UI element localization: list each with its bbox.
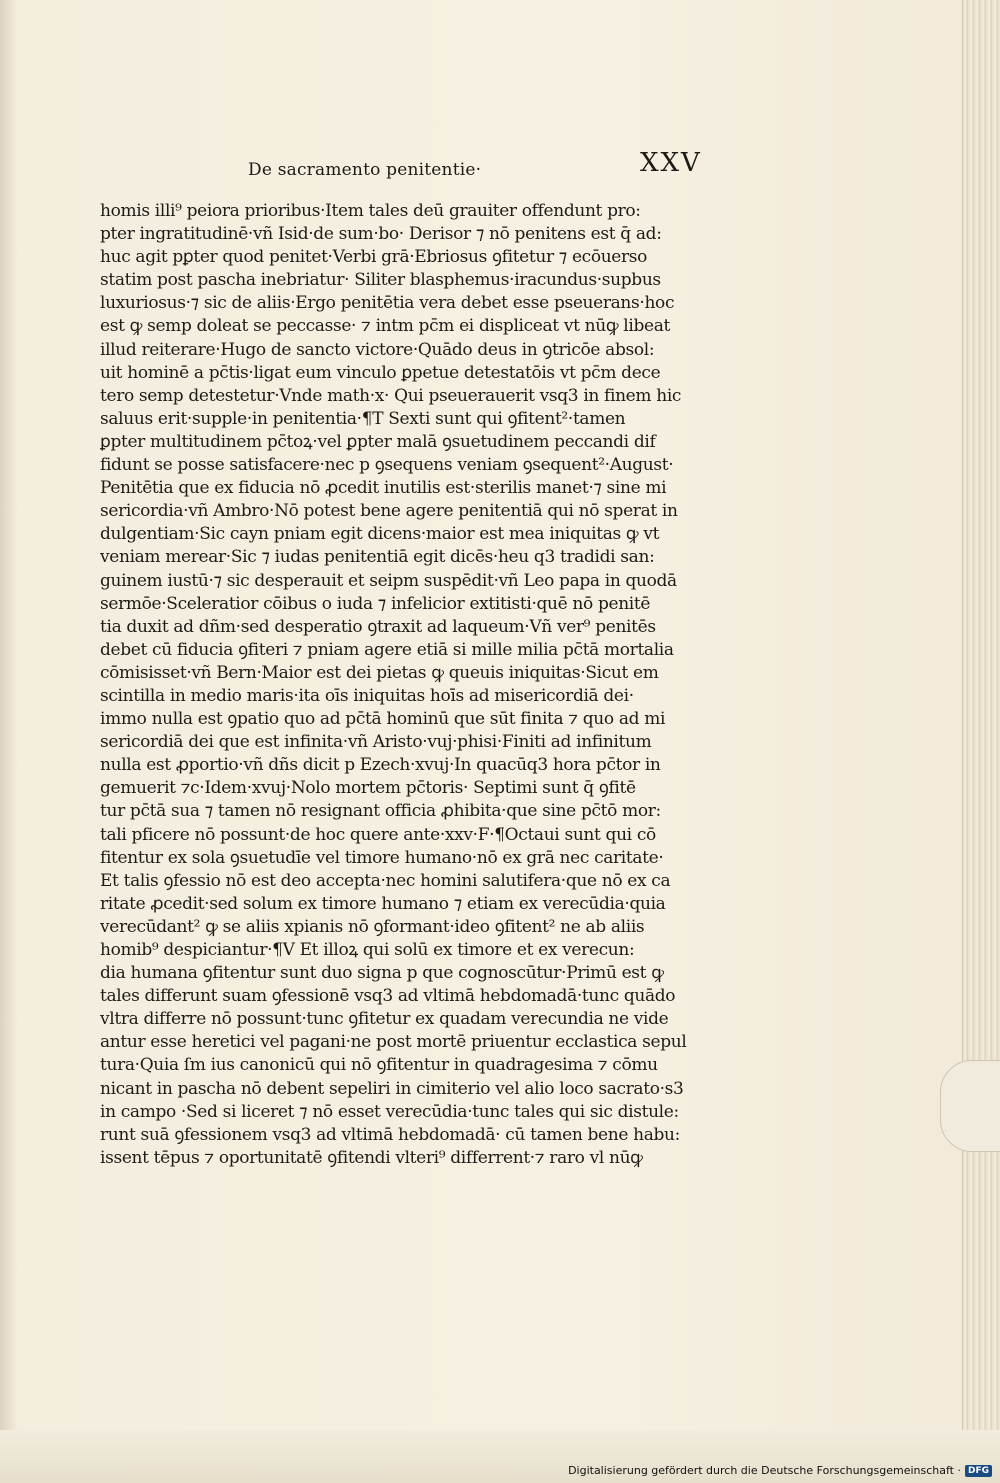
text-line: veniam merear·Sic ⁊ iudas penitentiā egit dicēs·heu q3 tradidi san: bbox=[100, 547, 655, 568]
text-line: Penitētia que ex fiducia nō ꝓcedit inutilis est·sterilis manet·⁊ sine mi bbox=[100, 478, 667, 499]
text-line: nulla est ꝓportio·vñ dñs dicit p Ezech·xvuj·In quacūq3 hora pc̄tor in bbox=[100, 755, 661, 776]
text-line: nicant in pascha nō debent sepeliri in cimiterio vel alio loco sacrato·s3 bbox=[100, 1078, 684, 1099]
text-line: scintilla in medio maris·ita oīs iniquitas hoīs ad misericordiā dei· bbox=[100, 685, 634, 706]
text-line: Et talis ꝯfessio nō est deo accepta·nec homini salutifera·que nō ex ca bbox=[100, 870, 671, 891]
text-line: homis illi⁹ peiora prioribus·Item tales deū grauiter offendunt pro: bbox=[100, 201, 641, 221]
text-line: homib⁹ despiciantur·¶V Et illoꝝ qui solū ex timore et ex verecun: bbox=[100, 940, 635, 960]
text-line: tia duxit ad dñm·sed desperatio ꝯtraxit ad laqueum·Vñ ver⁹ penitēs bbox=[100, 616, 656, 637]
text-line: ꝑpter multitudinem pc̄toꝝ·vel ꝑpter malā ꝯsuetudinem peccandi dif bbox=[100, 431, 656, 452]
text-line: issent tēpus ⁊ oportunitatē ꝯfitendi vlteri⁹ differrent·⁊ raro vl nūꝙ bbox=[100, 1147, 643, 1168]
text-line: uit hominē a pc̄tis·ligat eum vinculo ꝑpetue detestatōis vt pc̄m dece bbox=[100, 362, 661, 383]
text-line: debet cū fiducia ꝯfiteri ⁊ pniam agere etiā si mille milia pc̄tā mortalia bbox=[100, 639, 674, 660]
text-line: tero semp detestetur·Vnde math·x· Qui pseuerauerit vsq3 in finem hic bbox=[100, 385, 682, 406]
text-line: guinem iustū·⁊ sic desperauit et seipm suspēdit·vñ Leo papa in quodā bbox=[100, 570, 677, 591]
text-line: luxuriosus·⁊ sic de aliis·Ergo penitētia vera debet esse pseuerans·hoc bbox=[100, 293, 675, 314]
text-line: in campo ·Sed si liceret ⁊ nō esset verecūdia·tunc tales qui sic distule: bbox=[100, 1101, 679, 1122]
text-line: dulgentiam·Sic cayn pniam egit dicens·maior est mea iniquitas ꝙ vt bbox=[100, 524, 660, 545]
text-line: immo nulla est ꝯpatio quo ad pc̄tā hominū que sūt finita ⁊ quo ad mi bbox=[100, 709, 666, 730]
text-line: sericordia·vñ Ambro·Nō potest bene agere penitentiā qui nō sperat in bbox=[100, 501, 678, 522]
text-line: runt suā ꝯfessionem vsq3 ad vltimā hebdomadā· cū tamen bene habu: bbox=[100, 1124, 680, 1145]
text-line: tura·Quia ſm ius canonicū qui nō ꝯfitentur in quadragesima ⁊ cōmu bbox=[100, 1055, 658, 1076]
text-line: est ꝙ semp doleat se peccasse· ⁊ intm pc̄m ei displiceat vt nūꝙ libeat bbox=[100, 316, 670, 337]
text-line: sermōe·Sceleratior cōibus o iuda ⁊ infelicior extitisti·quē nō penitē bbox=[100, 593, 651, 614]
text-line: pter ingratitudinē·vñ Isid·de sum·bo· Derisor ⁊ nō penitens est q̄ ad: bbox=[100, 224, 662, 245]
dfg-logo-icon: DFG bbox=[965, 1465, 992, 1477]
credit-text: Digitalisierung gefördert durch die Deutsche Forschungsgemeinschaft · bbox=[568, 1464, 961, 1477]
text-line: illud reiterare·Hugo de sancto victore·Quādo deus in ꝯtricōe absol: bbox=[100, 339, 655, 360]
text-line: saluus erit·supple·in penitentia·¶T Sexti sunt qui ꝯfitent²·tamen bbox=[100, 408, 626, 429]
text-line: dia humana ꝯfitentur sunt duo signa p que cognoscūtur·Primū est ꝙ bbox=[100, 963, 664, 984]
text-line: tur pc̄tā sua ⁊ tamen nō resignant officia ꝓhibita·que sine pc̄tō mor: bbox=[100, 801, 661, 822]
text-line: statim post pascha inebriatur· Siliter blasphemus·iracundus·supbus bbox=[100, 270, 661, 291]
text-line: vltra differre nō possunt·tunc ꝯfitetur ex quadam verecundia ne vide bbox=[100, 1009, 669, 1030]
text-line: verecūdant² ꝙ se aliis xpianis nō ꝯformant·ideo ꝯfitent² ne ab aliis bbox=[100, 916, 645, 937]
text-line: sericordiā dei que est infinita·vñ Aristo·vuj·phisi·Finiti ad infinitum bbox=[100, 732, 652, 753]
text-line: fitentur ex sola ꝯsuetudīe vel timore humano·nō ex grā nec caritate· bbox=[100, 847, 664, 868]
text-line: ritate ꝓcedit·sed solum ex timore humano ⁊ etiam ex verecūdia·quia bbox=[100, 893, 666, 914]
text-line: gemuerit ⁊c·Idem·xvuj·Nolo mortem pc̄toris· Septimi sunt q̄ ꝯfitē bbox=[100, 778, 636, 799]
folio-number: XXV bbox=[640, 148, 702, 178]
running-head: De sacramento penitentie· bbox=[248, 160, 482, 180]
digitization-credit bbox=[568, 1464, 992, 1477]
page-edges bbox=[962, 0, 1000, 1460]
text-line: huc agit pꝑter quod penitet·Verbi grā·Ebriosus ꝯfitetur ⁊ ecōuerso bbox=[100, 247, 648, 268]
text-line: tali pficere nō possunt·de hoc quere ante·xxv·F·¶Octaui sunt qui cō bbox=[100, 824, 656, 845]
text-line: fidunt se posse satisfacere·nec p ꝯsequens veniam ꝯsequent²·August· bbox=[100, 455, 674, 476]
text-block bbox=[100, 200, 720, 1170]
text-line: antur esse heretici vel pagani·ne post mortē priuentur ecclastica sepul bbox=[100, 1032, 687, 1053]
book-clasp-tab bbox=[940, 1060, 1000, 1152]
text-line: cōmisisset·vñ Bern·Maior est dei pietas ꝙ queuis iniquitas·Sicut em bbox=[100, 662, 659, 683]
text-line: tales differunt suam ꝯfessionē vsq3 ad vltimā hebdomadā·tunc quādo bbox=[100, 986, 676, 1007]
